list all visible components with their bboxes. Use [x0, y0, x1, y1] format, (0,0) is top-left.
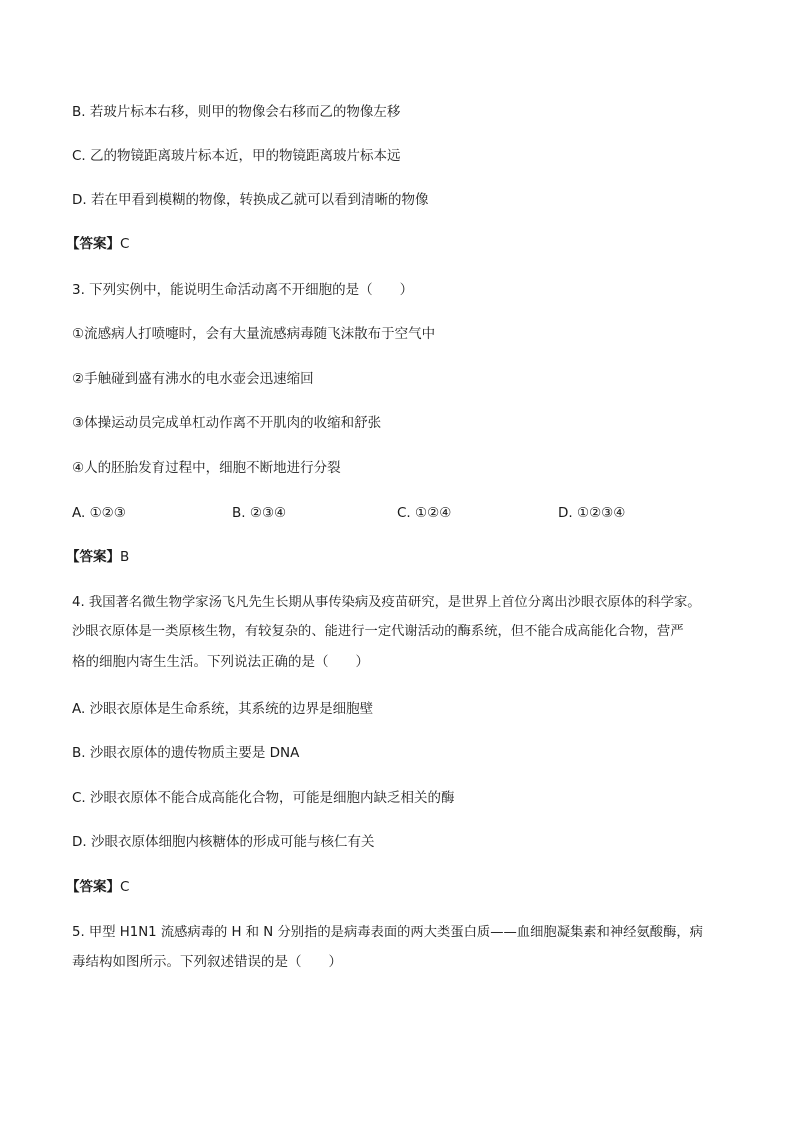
- q4-option-a: A. 沙眼衣原体是生命系统，其系统的边界是细胞壁: [72, 701, 374, 717]
- q3-option-c: C. ①②④: [397, 505, 452, 521]
- q3-option-b: B. ②③④: [232, 505, 287, 521]
- q5-stem-line-2: 毒结构如图所示。下列叙述错误的是（ ）: [72, 954, 342, 970]
- q5-stem-line-1: 5. 甲型 H1N1 流感病毒的 H 和 N 分别指的是病毒表面的两大类蛋白质——血细胞凝集素和神经氨酸酶，病: [72, 925, 703, 940]
- q2-option-d: D. 若在甲看到模糊的物像，转换成乙就可以看到清晰的物像: [72, 192, 429, 208]
- answer-value: C: [120, 236, 130, 252]
- answer-label: 【答案】: [66, 879, 120, 895]
- q3-answer: [66, 547, 129, 567]
- q4-stem-line-1: 4. 我国著名微生物学家汤飞凡先生长期从事传染病及疫苗研究，是世界上首位分离出沙眼衣原体的科学家。: [72, 595, 701, 610]
- q4-option-d: D. 沙眼衣原体细胞内核糖体的形成可能与核仁有关: [72, 834, 375, 850]
- q3-stem: 3. 下列实例中，能说明生命活动离不开细胞的是（ ）: [72, 282, 414, 298]
- q2-option-b: B. 若玻片标本右移，则甲的物像会右移而乙的物像左移: [72, 104, 401, 120]
- q3-item-3: ③体操运动员完成单杠动作离不开肌肉的收缩和舒张: [72, 415, 382, 431]
- q3-item-1: ①流感病人打喷嚏时，会有大量流感病毒随飞沫散布于空气中: [72, 326, 436, 342]
- answer-value: B: [120, 549, 130, 565]
- q4-answer: [66, 877, 129, 897]
- q3-options: [72, 503, 722, 523]
- q4-stem-line-2: 沙眼衣原体是一类原核生物，有较复杂的、能进行一定代谢活动的酶系统，但不能合成高能化合物，营严: [72, 624, 684, 639]
- q3-option-d: D. ①②③④: [558, 505, 626, 521]
- answer-label: 【答案】: [66, 236, 120, 252]
- q3-option-a: A. ①②③: [72, 505, 126, 521]
- q3-item-2: ②手触碰到盛有沸水的电水壶会迅速缩回: [72, 371, 314, 387]
- q2-option-c: C. 乙的物镜距离玻片标本近，甲的物镜距离玻片标本远: [72, 148, 401, 164]
- q4-option-c: C. 沙眼衣原体不能合成高能化合物，可能是细胞内缺乏相关的酶: [72, 790, 455, 806]
- q4-stem-line-3: 格的细胞内寄生生活。下列说法正确的是（ ）: [72, 654, 369, 670]
- answer-label: 【答案】: [66, 549, 120, 565]
- q2-answer: [66, 234, 129, 254]
- answer-value: C: [120, 879, 130, 895]
- q3-item-4: ④人的胚胎发育过程中，细胞不断地进行分裂: [72, 460, 341, 476]
- q4-option-b: B. 沙眼衣原体的遗传物质主要是 DNA: [72, 745, 300, 761]
